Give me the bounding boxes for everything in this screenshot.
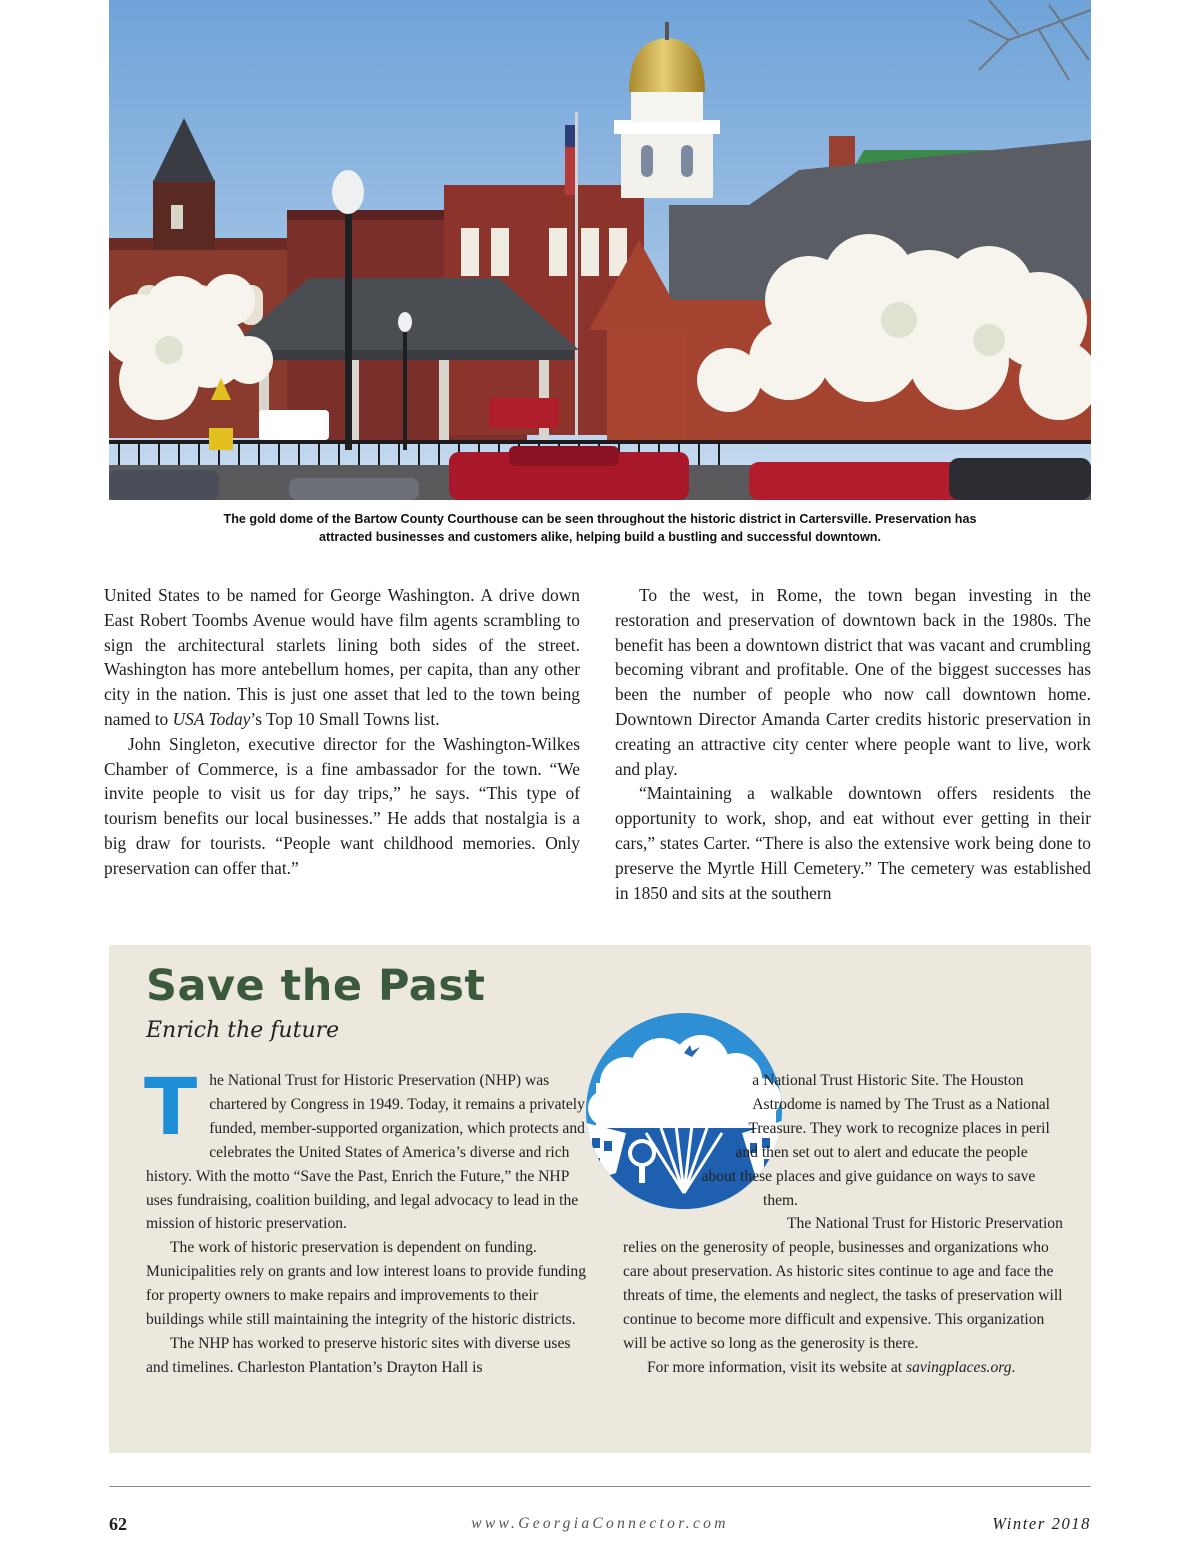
sidebar-title: Save the Past xyxy=(146,961,486,1011)
sidebar-paragraph xyxy=(623,1356,1063,1380)
sidebar-paragraph: The National Trust for Historic Preservation relies on the generosity of people, businesses and organizations who care about preservation. As historic sites continue to age and face the threats of time, the elements and neglect, the tasks of preservation will continue to become more difficult and expensive. This organization will be active so long as the generosity is there. xyxy=(623,1215,1063,1352)
sidebar-paragraph xyxy=(144,1063,596,1236)
sidebar-subtitle: Enrich the future xyxy=(146,1018,340,1043)
sidebar-box xyxy=(109,945,1091,1453)
text-run: he National Trust for Historic Preservation (NHP) was chartered by Congress in 1949. Today, it remains a privately funded, member-supported organization, which protects and celebrates the United States of America’s diverse and rich history. With the motto “Save the Past, Enrich the Future,” the NHP uses fundraising, coalition building, and legal advocacy to lead in the mission of historic preservation. xyxy=(146,1072,585,1233)
footer-divider xyxy=(109,1486,1091,1487)
sidebar-column-right xyxy=(623,1069,1063,1380)
publication-name: USA Today xyxy=(172,708,251,729)
sidebar-paragraph: a National Trust Historic Site. The Houston Astrodome is named by The Trust as a National Treasure. They work to recognize places in peril and then set out to alert and educate the people about these places and give guidance on ways to save them. xyxy=(701,1072,1050,1209)
drop-cap: T xyxy=(144,1063,198,1153)
article-paragraph: “Maintaining a walkable downtown offers residents the opportunity to work, shop, and eat without ever getting in their cars,” states Carter. “There is also the extensive work being done to preserve the Myrtle Hill Cemetery.” The cemetery was established in 1850 and sits at the southern xyxy=(615,783,1091,903)
text-run: United States to be named for George Washington. A drive down East Robert Toombs Avenue would have film agents scrambling to sign the architectural starlets lining both sides of the street. Washington has more antebellum homes, per capita, than any other city in the nation. This is just one asset that led to the town being named to xyxy=(104,585,580,729)
article-paragraph: John Singleton, executive director for the Washington-Wilkes Chamber of Commerce, is a fine ambassador for the town. “We invite people to visit us for day trips,” he says. “This type of tourism benefits our local businesses.” He adds that nostalgia is a big draw for tourists. “People want childhood memories. Only preservation can offer that.” xyxy=(104,733,580,878)
footer-issue: Winter 2018 xyxy=(992,1514,1091,1533)
sidebar-paragraph: The work of historic preservation is dependent on funding. Municipalities rely on grants and low interest loans to provide funding for property owners to make repairs and improvements to their buildings while still maintaining the integrity of the historic districts. xyxy=(146,1239,587,1329)
logo-wrap-spacer xyxy=(623,1189,763,1213)
article-paragraph: To the west, in Rome, the town began investing in the restoration and preservation of downtown back in the 1980s. The benefit has been a downtown district that was vacant and crumbling becoming vibrant and profitable. One of the biggest successes has been the number of people who now call downtown home. Downtown Director Amanda Carter credits historic preservation in creating an attractive city center where people want to live, work and play. xyxy=(615,585,1091,779)
caption-line-1: The gold dome of the Bartow County Courthouse can be seen throughout the historic district in Cartersville. Preservation has xyxy=(223,512,977,526)
sidebar-column-left xyxy=(144,1063,596,1380)
text-run: . xyxy=(1011,1358,1016,1376)
page-number: 62 xyxy=(109,1514,127,1534)
website-link[interactable]: savingplaces.org xyxy=(906,1358,1012,1376)
text-run: ’s Top 10 Small Towns list. xyxy=(250,708,440,729)
photo-caption xyxy=(150,510,1050,546)
sidebar-paragraph: The NHP has worked to preserve historic sites with diverse uses and timelines. Charleston Plantation’s Drayton Hall is xyxy=(146,1334,571,1376)
footer-website: www.GeorgiaConnector.com xyxy=(471,1515,729,1532)
text-run: For more information, visit its website at xyxy=(647,1358,906,1376)
courthouse-photo xyxy=(109,0,1091,500)
article-column-right xyxy=(615,583,1091,905)
caption-line-2: attracted businesses and customers alike, helping build a bustling and successful downtown. xyxy=(319,530,881,544)
article-paragraph xyxy=(104,583,580,732)
article-column-left xyxy=(104,583,580,881)
